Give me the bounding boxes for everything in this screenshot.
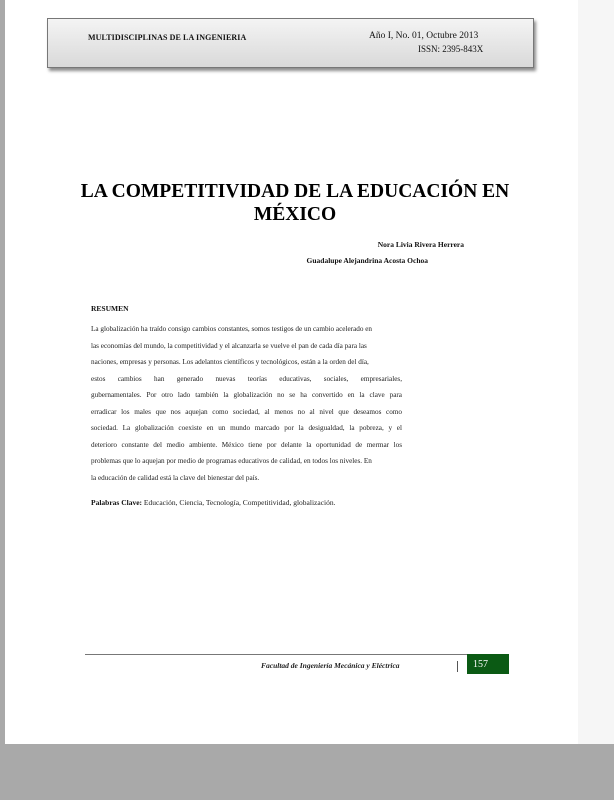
abstract-line: las economías del mundo, la competitividad y el alcanzarla se vuelve el pan de cada día para las bbox=[91, 341, 367, 350]
issue-info: Año I, No. 01, Octubre 2013 bbox=[369, 31, 479, 41]
page-number: 157 bbox=[467, 654, 509, 674]
abstract-line: sociedad. La globalización coexiste en un mundo marcado por la desigualdad, la pobreza, y el bbox=[91, 424, 402, 432]
abstract-line: deterioro constante del medio ambiente. México tiene por delante la oportunidad de mermar los bbox=[91, 440, 402, 449]
abstract-heading: RESUMEN bbox=[91, 304, 129, 313]
footer-faculty: Facultad de Ingeniería Mecánica y Eléctrica bbox=[261, 661, 400, 670]
abstract-body bbox=[91, 321, 402, 486]
journal-name: MULTIDISCIPLINAS DE LA INGENIERIA bbox=[88, 33, 247, 42]
paper-title bbox=[45, 180, 545, 226]
keywords bbox=[91, 498, 336, 507]
document-page bbox=[5, 0, 578, 744]
abstract-line: la educación de calidad está la clave del bienestar del país. bbox=[91, 473, 260, 482]
keywords-text: Educación, Ciencia, Tecnología, Competitividad, globalización. bbox=[142, 498, 336, 507]
journal-header bbox=[47, 18, 534, 68]
abstract-line: estos cambios han generado nuevas teorías educativas, sociales, empresariales, bbox=[91, 374, 402, 383]
page-edge bbox=[578, 0, 614, 744]
abstract-line: La globalización ha traído consigo cambios constantes, somos testigos de un cambio acelerado en bbox=[91, 325, 373, 333]
abstract-line: gubernamentales. Por otro lado también la globalización no se ha convertido en la clave para bbox=[91, 391, 402, 399]
abstract-line: naciones, empresas y personas. Los adelantos científicos y tecnológicos, están a la orden del día, bbox=[91, 358, 369, 366]
footer-divider bbox=[85, 654, 509, 655]
keywords-label: Palabras Clave: bbox=[91, 498, 143, 507]
title-line-1: LA COMPETITIVIDAD DE LA EDUCACIÓN EN bbox=[80, 181, 510, 202]
footer-separator bbox=[457, 661, 458, 672]
issn: ISSN: 2395-843X bbox=[418, 44, 484, 54]
title-line-2: MÉXICO bbox=[253, 204, 337, 225]
abstract-line: problemas que lo aquejan por medio de programas educativos de calidad, en todos los niveles. En bbox=[91, 457, 372, 465]
author-1: Nora Livia Rivera Herrera bbox=[377, 240, 464, 249]
abstract-line: erradicar los males que nos aquejan como sociedad, al menos no al nivel que deseamos como bbox=[91, 407, 402, 416]
author-2: Guadalupe Alejandrina Acosta Ochoa bbox=[306, 256, 428, 265]
